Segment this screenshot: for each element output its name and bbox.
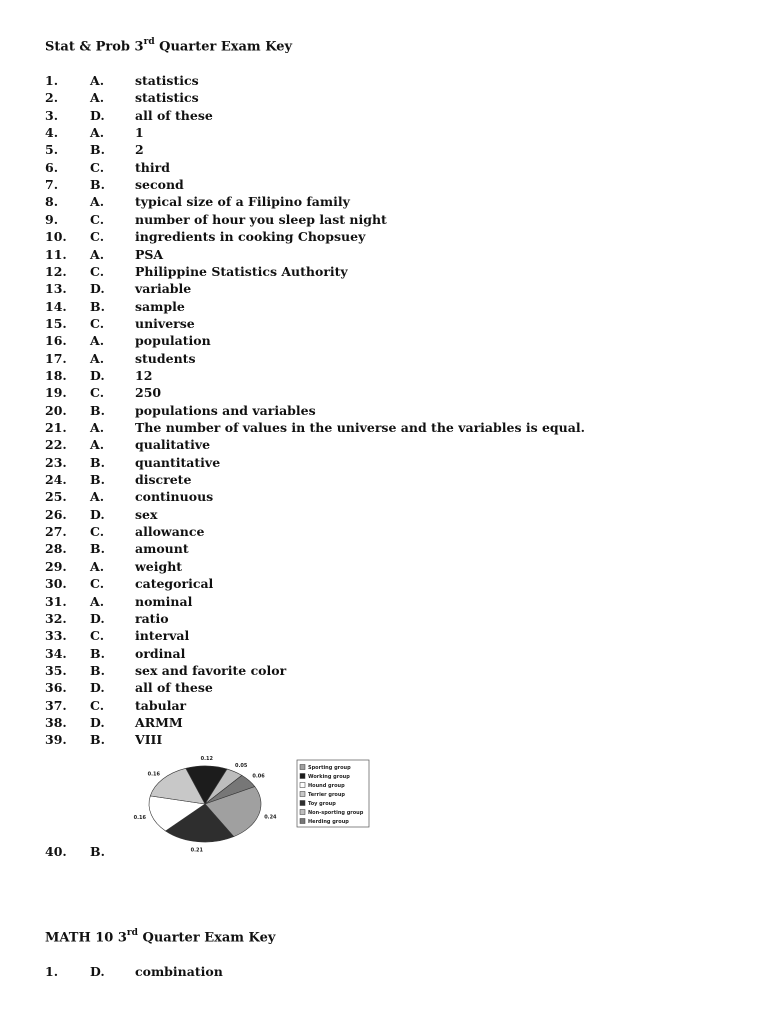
answer-number: 34. bbox=[45, 645, 67, 661]
answer-letter: B. bbox=[90, 645, 105, 661]
answer-number: 40. bbox=[45, 844, 67, 859]
answer-number: 5. bbox=[45, 142, 59, 158]
answer-text: continuous bbox=[135, 489, 214, 505]
pie-legend bbox=[297, 760, 369, 827]
answer-text: all of these bbox=[135, 680, 213, 696]
legend-swatch bbox=[300, 810, 305, 815]
answer-letter: C. bbox=[90, 211, 105, 227]
answer-text: sex and favorite color bbox=[135, 662, 287, 678]
answer-number: 33. bbox=[45, 628, 67, 644]
legend-label: Hound group bbox=[308, 783, 345, 789]
answer-text: 250 bbox=[135, 385, 162, 401]
answer-number: 4. bbox=[45, 125, 59, 141]
answer-letter: B. bbox=[90, 732, 105, 748]
title-superscript: rd bbox=[126, 928, 138, 938]
answer-text: ingredients in cooking Chopsuey bbox=[135, 229, 366, 245]
answer-letter: D. bbox=[90, 964, 105, 979]
answer-number: 1. bbox=[45, 964, 59, 979]
legend-swatch bbox=[300, 819, 305, 824]
answer-letter: D. bbox=[90, 714, 105, 730]
answer-text: weight bbox=[135, 558, 183, 574]
answer-text: populations and variables bbox=[135, 402, 316, 418]
answer-text: quantitative bbox=[135, 454, 221, 470]
answer-number: 11. bbox=[45, 246, 67, 262]
answer-text: 12 bbox=[135, 367, 153, 383]
answer-number: 29. bbox=[45, 558, 67, 574]
answer-letter: C. bbox=[90, 697, 105, 713]
answer-number: 9. bbox=[45, 211, 59, 227]
answer-letter: D. bbox=[90, 610, 105, 626]
answer-text: allowance bbox=[135, 524, 205, 540]
slice-value-label: 0.16 bbox=[147, 771, 160, 778]
answer-text: number of hour you sleep last night bbox=[135, 211, 387, 227]
answer-number: 14. bbox=[45, 298, 67, 314]
answer-letter: B. bbox=[90, 298, 105, 314]
answer-number: 8. bbox=[45, 194, 59, 210]
answer-number: 12. bbox=[45, 263, 67, 279]
answer-letter: D. bbox=[90, 680, 105, 696]
answer-number: 7. bbox=[45, 177, 59, 193]
answer-text: typical size of a Filipino family bbox=[135, 194, 350, 210]
answer-text: all of these bbox=[135, 107, 213, 123]
answer-number: 36. bbox=[45, 680, 67, 696]
slice-value-label: 0.16 bbox=[133, 815, 146, 822]
answer-letter: A. bbox=[90, 350, 105, 366]
answer-letter: A. bbox=[90, 90, 105, 106]
answer-letter: D. bbox=[90, 506, 105, 522]
answer-number: 23. bbox=[45, 454, 67, 470]
answer-text: discrete bbox=[135, 472, 192, 488]
answer-text: VIII bbox=[135, 732, 163, 748]
answer-letter: B. bbox=[90, 454, 105, 470]
legend-swatch bbox=[300, 792, 305, 797]
answer-number: 25. bbox=[45, 489, 67, 505]
answer-text: universe bbox=[135, 315, 195, 331]
answer-text: variable bbox=[135, 281, 192, 297]
answer-letter: A. bbox=[90, 420, 105, 435]
answer-text: third bbox=[135, 159, 170, 175]
slice-value-label: 0.21 bbox=[190, 847, 203, 854]
legend-label: Non-sporting group bbox=[308, 810, 364, 816]
answer-text: combination bbox=[135, 964, 223, 979]
legend-label: Sporting group bbox=[308, 765, 351, 771]
answer-number: 18. bbox=[45, 367, 67, 383]
answer-text: interval bbox=[135, 628, 190, 644]
answer-letter: A. bbox=[90, 194, 105, 210]
answer-text: The number of values in the universe and the variables is equal. bbox=[135, 420, 585, 435]
answer-letter: A. bbox=[90, 489, 105, 505]
answer-number: 32. bbox=[45, 610, 67, 626]
answer-letter: B. bbox=[90, 402, 105, 418]
slice-value-label: 0.05 bbox=[235, 763, 248, 770]
pie-slices bbox=[149, 766, 261, 842]
answer-letter: C. bbox=[90, 229, 105, 245]
answer-text: categorical bbox=[135, 576, 214, 592]
answer-number: 28. bbox=[45, 541, 67, 557]
answer-number: 27. bbox=[45, 524, 67, 540]
answer-number: 3. bbox=[45, 107, 59, 123]
answer-number: 31. bbox=[45, 593, 67, 609]
answer-letter: B. bbox=[90, 177, 105, 193]
math10-title bbox=[45, 929, 275, 945]
answer-text: statistics bbox=[135, 90, 199, 106]
answer-number: 15. bbox=[45, 315, 67, 331]
answer-number: 1. bbox=[45, 73, 59, 88]
answer-text: statistics bbox=[135, 73, 199, 88]
answer-letter: D. bbox=[90, 107, 105, 123]
answer-number: 19. bbox=[45, 385, 67, 401]
answer-letter: B. bbox=[90, 844, 105, 859]
answer-text: ratio bbox=[135, 610, 169, 626]
answer-letter: B. bbox=[90, 472, 105, 488]
answer-text: sex bbox=[135, 506, 158, 522]
answer-text: second bbox=[135, 177, 184, 193]
answer-letter: D. bbox=[90, 367, 105, 383]
answer-number: 35. bbox=[45, 662, 67, 678]
stat-prob-title bbox=[45, 38, 292, 54]
answer-text: 2 bbox=[135, 142, 144, 158]
answer-text: Philippine Statistics Authority bbox=[135, 263, 348, 279]
answer-number: 13. bbox=[45, 281, 67, 297]
legend-label: Herding group bbox=[308, 819, 349, 825]
legend-label: Toy group bbox=[308, 801, 336, 807]
answer-text: amount bbox=[135, 541, 189, 557]
answer-letter: A. bbox=[90, 558, 105, 574]
answer-text: population bbox=[135, 333, 211, 349]
answer-number: 26. bbox=[45, 506, 67, 522]
answer-number: 22. bbox=[45, 437, 67, 453]
answer-text: students bbox=[135, 350, 196, 366]
answer-text: tabular bbox=[135, 697, 187, 713]
pie-chart bbox=[133, 756, 373, 856]
answer-text: ordinal bbox=[135, 645, 186, 661]
legend-swatch bbox=[300, 801, 305, 806]
answer-number: 10. bbox=[45, 229, 67, 245]
legend-label: Working group bbox=[308, 774, 350, 780]
answer-letter: D. bbox=[90, 281, 105, 297]
legend-label: Terrier group bbox=[308, 792, 345, 798]
answer-text: sample bbox=[135, 298, 185, 314]
answer-number: 2. bbox=[45, 90, 59, 106]
answer-number: 24. bbox=[45, 472, 67, 488]
answer-letter: B. bbox=[90, 541, 105, 557]
answer-letter: A. bbox=[90, 125, 105, 141]
answer-letter: A. bbox=[90, 437, 105, 453]
slice-value-label: 0.12 bbox=[200, 756, 214, 763]
title-suffix: Quarter Exam Key bbox=[154, 39, 293, 55]
answer-text: ARMM bbox=[135, 714, 183, 730]
title-superscript: rd bbox=[143, 37, 155, 47]
answer-letter: C. bbox=[90, 385, 105, 401]
answer-number: 30. bbox=[45, 576, 67, 592]
answer-letter: B. bbox=[90, 142, 105, 158]
title-text: MATH 10 3 bbox=[45, 930, 127, 946]
legend-swatch bbox=[300, 783, 305, 788]
slice-value-label: 0.24 bbox=[264, 814, 277, 821]
title-suffix: Quarter Exam Key bbox=[137, 930, 276, 946]
answer-letter: C. bbox=[90, 576, 105, 592]
legend-swatch bbox=[300, 774, 305, 779]
answer-number: 21. bbox=[45, 420, 67, 435]
answer-letter: C. bbox=[90, 524, 105, 540]
answer-letter: C. bbox=[90, 263, 105, 279]
answer-letter: A. bbox=[90, 73, 105, 88]
answer-letter: C. bbox=[90, 315, 105, 331]
answer-number: 20. bbox=[45, 402, 67, 418]
answer-letter: C. bbox=[90, 628, 105, 644]
title-text: Stat & Prob 3 bbox=[45, 39, 144, 55]
answer-number: 6. bbox=[45, 159, 59, 175]
answer-text: nominal bbox=[135, 593, 193, 609]
answer-text: 1 bbox=[135, 125, 144, 141]
answer-text: qualitative bbox=[135, 437, 211, 453]
answer-number: 37. bbox=[45, 697, 67, 713]
answer-number: 38. bbox=[45, 714, 67, 730]
slice-value-label: 0.06 bbox=[252, 773, 265, 780]
answer-letter: C. bbox=[90, 159, 105, 175]
answer-letter: A. bbox=[90, 333, 105, 349]
legend-swatch bbox=[300, 765, 305, 770]
answer-letter: A. bbox=[90, 593, 105, 609]
answer-number: 17. bbox=[45, 350, 67, 366]
answer-number: 16. bbox=[45, 333, 67, 349]
answer-letter: A. bbox=[90, 246, 105, 262]
answer-text: PSA bbox=[135, 246, 164, 262]
answer-number: 39. bbox=[45, 732, 67, 748]
answer-letter: B. bbox=[90, 662, 105, 678]
